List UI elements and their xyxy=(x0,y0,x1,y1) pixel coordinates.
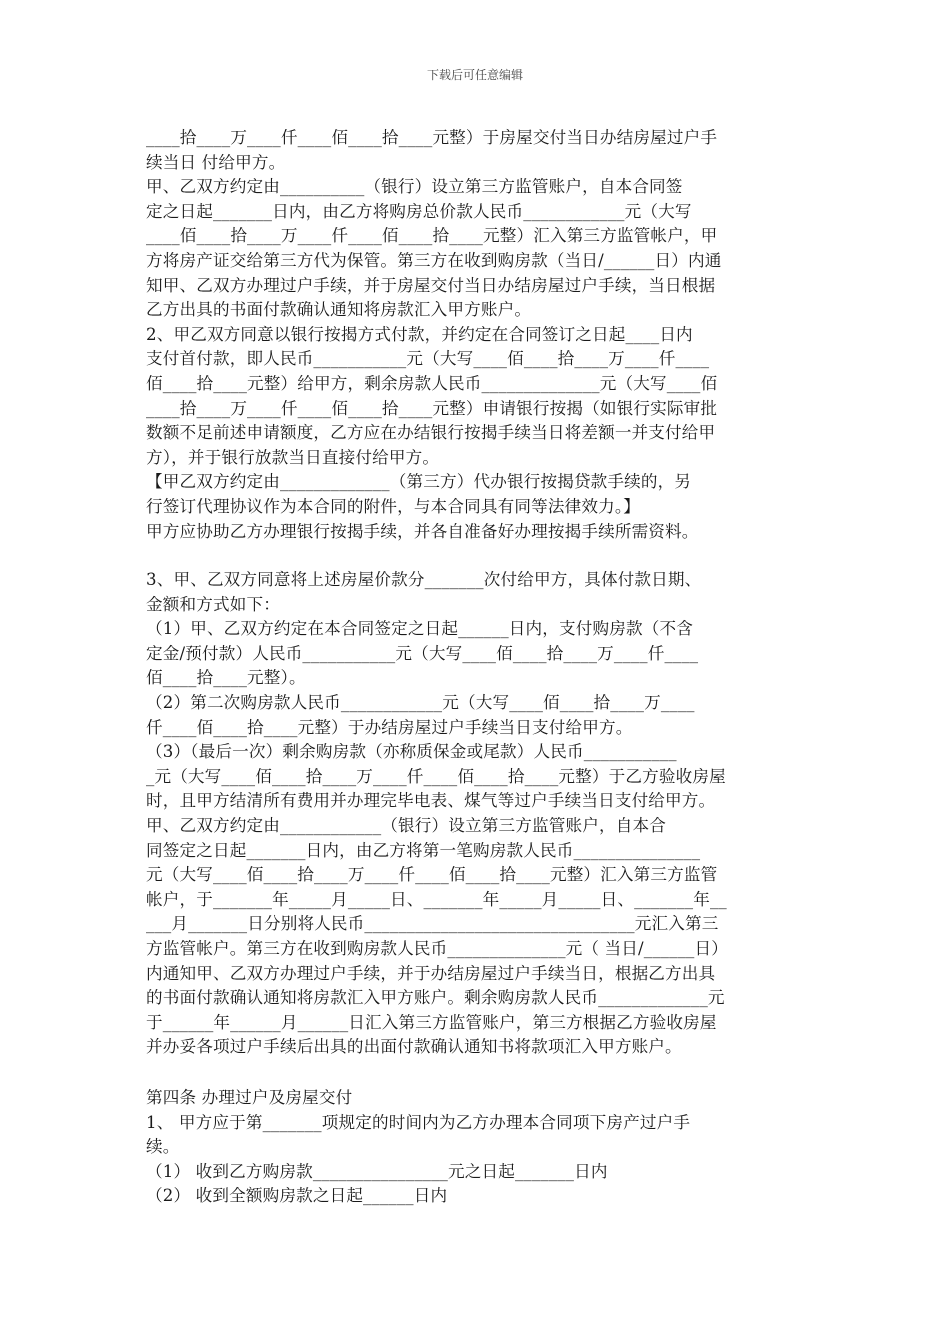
text-line: 乙方出具的书面付款确认通知将房款汇入甲方账户。 xyxy=(146,300,532,320)
text-line: 续。 xyxy=(146,1137,180,1157)
text-line: 于______年______月______日汇入第三方监管账户，第三方根据乙方验收房屋 xyxy=(146,1012,717,1032)
page-header-note: 下载后可任意编辑 xyxy=(426,68,523,82)
text-line: 金额和方式如下： xyxy=(146,594,280,614)
text-line: 方），并于银行放款当日直接付给甲方。 xyxy=(146,447,440,467)
text-line: ___月_______日分别将人民币________________________________元汇入第三 xyxy=(146,914,719,934)
text-line: 的书面付款确认通知将房款汇入甲方账户。剩余购房款人民币_____________元 xyxy=(146,988,725,1008)
text-line: 方监管帐户。第三方在收到购房款人民币______________元（ 当日/______日） xyxy=(146,939,728,958)
text-line: 3、甲、乙双方同意将上述房屋价款分_______次付给甲方，具体付款日期、 xyxy=(146,570,702,590)
text-line: 甲、乙双方约定由____________（银行）设立第三方监管账户，自本合 xyxy=(146,816,666,836)
section-heading: 第四条 办理过户及房屋交付 xyxy=(146,1087,353,1107)
text-line: 并办妥各项过户手续后出具的出面付款确认通知书将款项汇入甲方账户。 xyxy=(146,1037,682,1057)
text-line: 定之日起_______日内，由乙方将购房总价款人民币____________元（大写 xyxy=(146,201,692,221)
paragraph-gap xyxy=(146,1060,806,1086)
text-line: 帐户，于_______年_____月_____日、_______年_____月_____日、_______年__ xyxy=(146,889,727,909)
text-line: 2、甲乙双方同意以银行按揭方式付款，并约定在合同签订之日起____日内 xyxy=(146,324,693,344)
text-line: （2） 收到全额购房款之日起______日内 xyxy=(146,1186,448,1206)
text-line: 内通知甲、乙双方办理过户手续，并于办结房屋过户手续当日，根据乙方出具 xyxy=(146,963,716,983)
text-line: 定金/预付款）人民币___________元（大写____佰____拾____万____仟____ xyxy=(146,643,699,663)
contract-body xyxy=(146,126,806,1209)
text-line: （3）（最后一次）剩余购房款（亦称质保金或尾款）人民币___________ xyxy=(146,742,677,762)
text-line: 数额不足前述申请额度，乙方应在办结银行按揭手续当日将差额一并支付给甲 xyxy=(146,423,716,443)
text-line: ____佰____拾____万____仟____佰____拾____元整）汇入第三方监管帐户，甲 xyxy=(146,226,718,246)
text-line: 支付首付款，即人民币___________元（大写____佰____拾____万____仟____ xyxy=(146,349,710,369)
text-line: _元（大写____佰____拾____万____仟____佰____拾____元整）于乙方验收房屋 xyxy=(146,766,726,786)
text-line: 甲、乙双方约定由__________（银行）设立第三方监管账户，自本合同签 xyxy=(146,177,683,197)
text-line: （1）甲、乙双方约定在本合同签定之日起______日内，支付购房款（不含 xyxy=(146,619,693,639)
text-line: 甲方应协助乙方办理银行按揭手续，并各自准备好办理按揭手续所需资料。 xyxy=(146,521,699,541)
text-line: 仟____佰____拾____元整）于办结房屋过户手续当日支付给甲方。 xyxy=(146,717,633,737)
text-line: 元（大写____佰____拾____万____仟____佰____拾____元整）汇入第三方监管 xyxy=(146,865,718,885)
text-line: 续当日 付给甲方。 xyxy=(146,152,286,172)
text-line: （2）第二次购房款人民币____________元（大写____佰____拾____万____ xyxy=(146,693,695,713)
text-line: ____拾____万____仟____佰____拾____元整）申请银行按揭（如银行实际审批 xyxy=(146,398,718,418)
text-line: 知甲、乙双方办理过户手续，并于房屋交付当日办结房屋过户手续，当日根据 xyxy=(146,275,716,295)
text-line: 方将房产证交给第三方代为保管。第三方在收到购房款（当日/______日）内通 xyxy=(146,250,722,270)
text-line: 【甲乙双方约定由_____________（第三方）代办银行按揭贷款手续的，另 xyxy=(146,472,692,492)
text-line: 同签定之日起_______日内，由乙方将第一笔购房款人民币_______________ xyxy=(146,840,701,860)
paragraph-gap xyxy=(146,544,806,568)
text-line: 佰____拾____元整）。 xyxy=(146,668,306,688)
text-line: 时，且甲方结清所有费用并办理完毕电表、煤气等过户手续当日支付给甲方。 xyxy=(146,791,716,811)
text-line: 佰____拾____元整）给甲方，剩余房款人民币______________元（大写____佰 xyxy=(146,373,718,393)
text-line: 1、 甲方应于第_______项规定的时间内为乙方办理本合同项下房产过户手 xyxy=(146,1112,691,1132)
text-line: ____拾____万____仟____佰____拾____元整）于房屋交付当日办结房屋过户手 xyxy=(146,128,718,147)
text-line: 行签订代理协议作为本合同的附件，与本合同具有同等法律效力。】 xyxy=(146,496,641,516)
text-line: （1） 收到乙方购房款________________元之日起_______日内 xyxy=(146,1161,608,1181)
